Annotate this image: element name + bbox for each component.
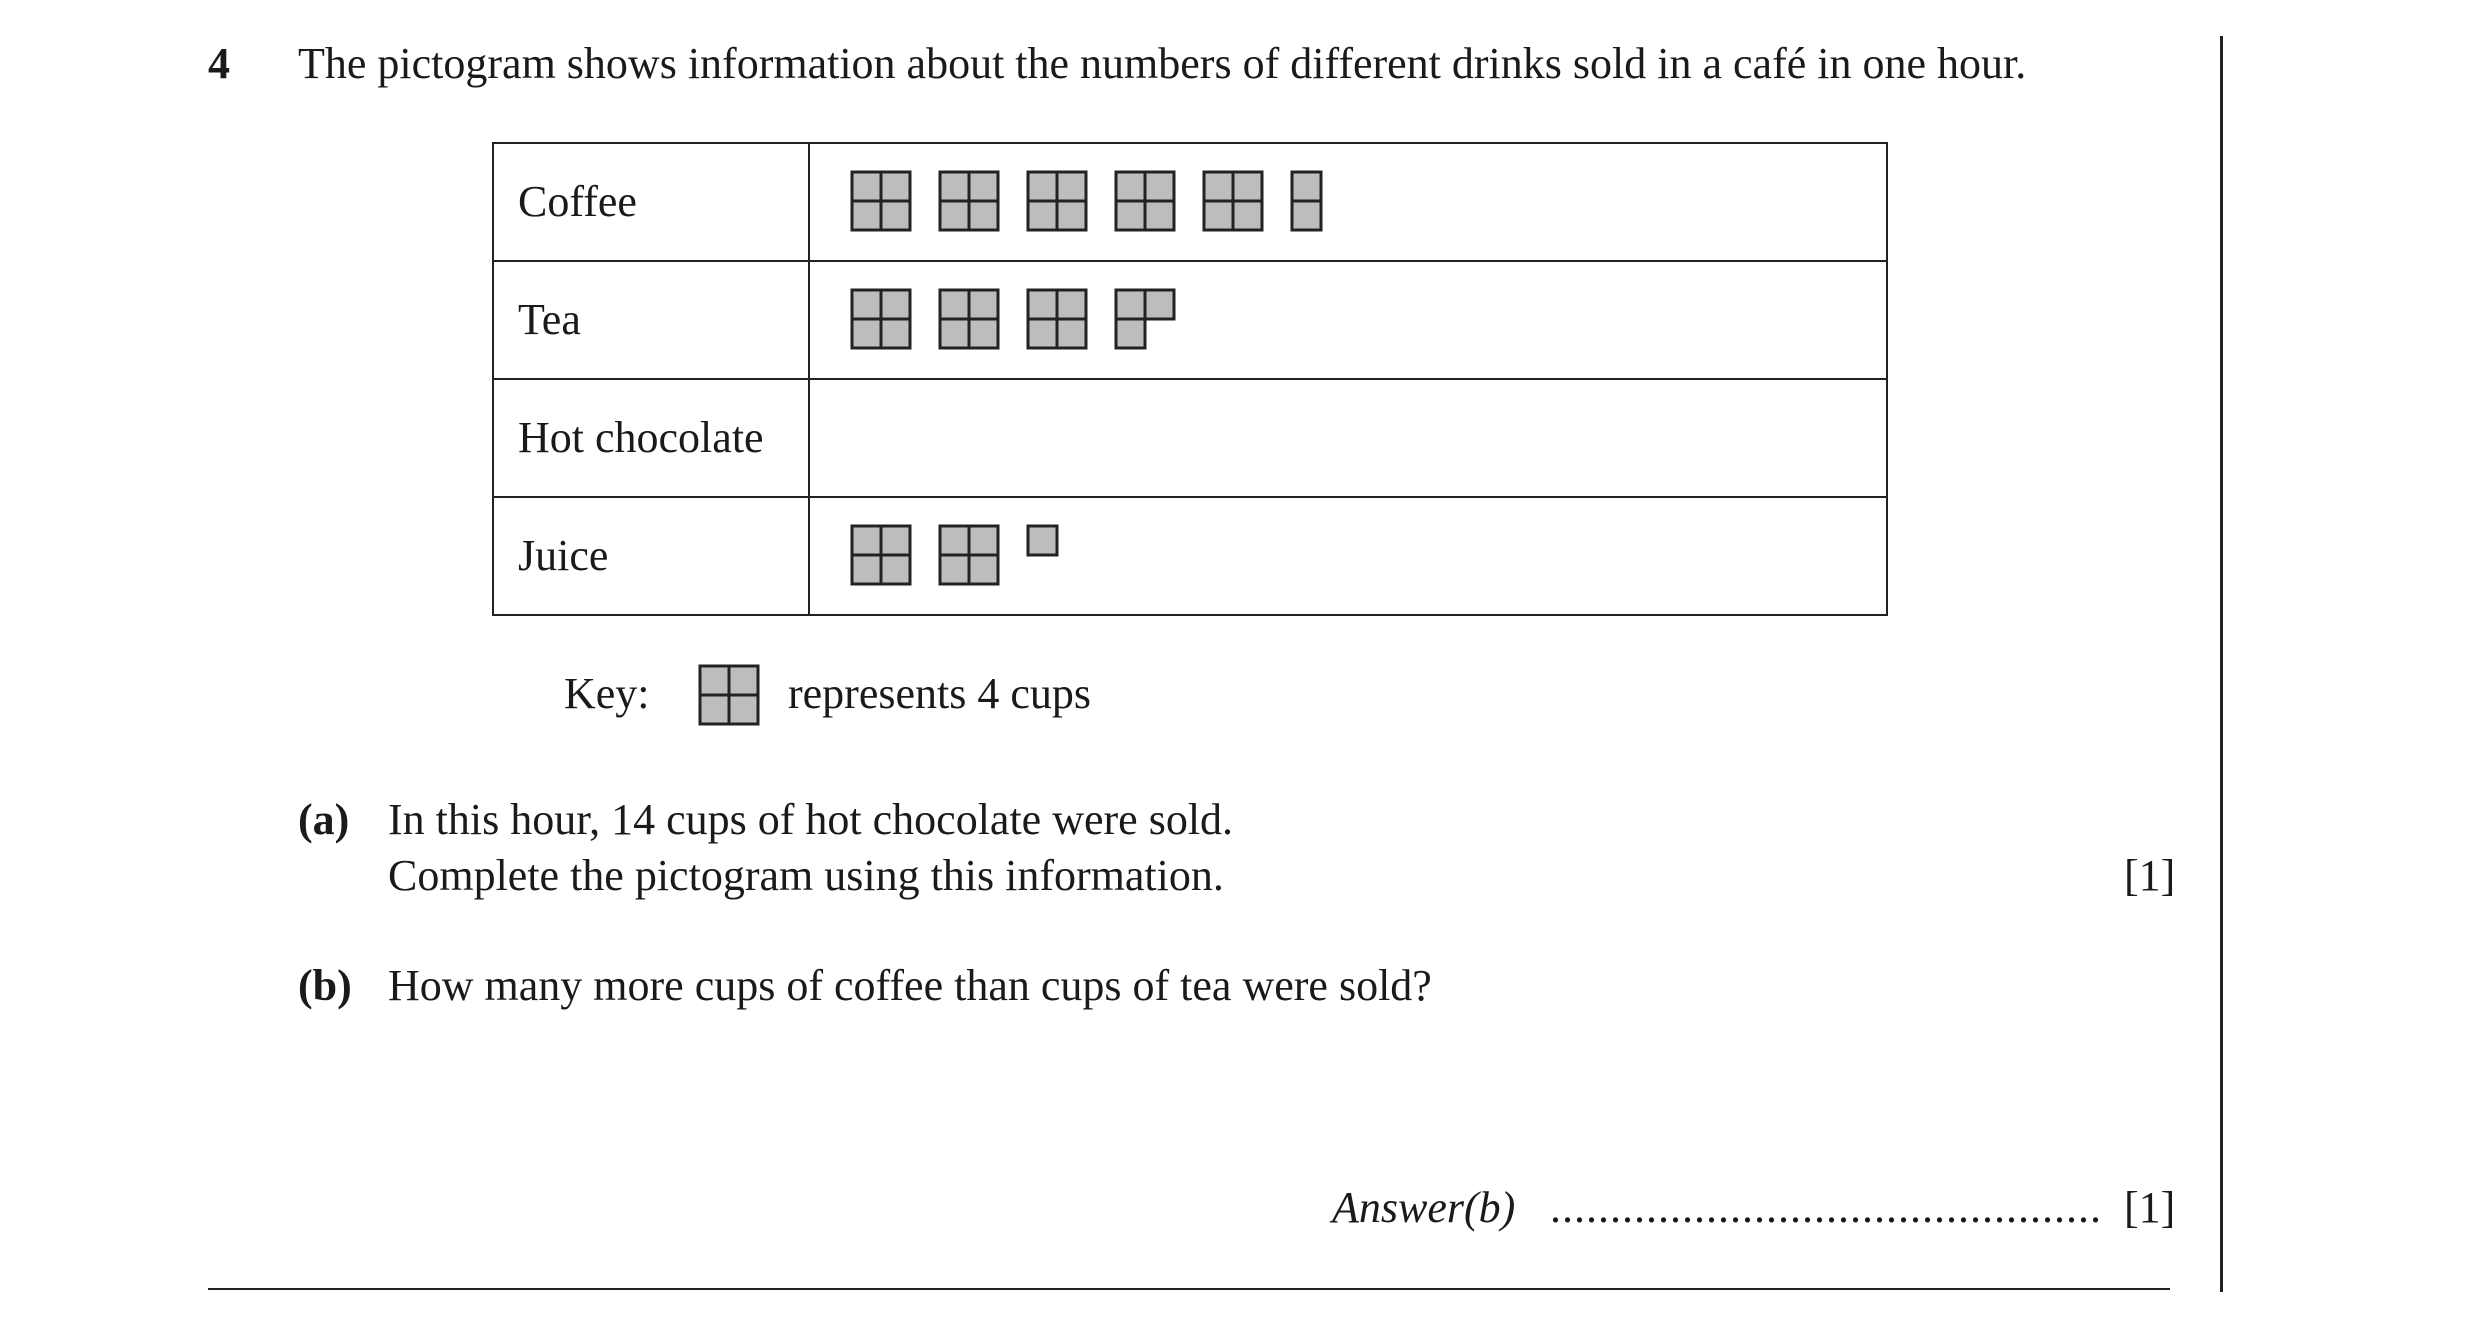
category-label: Hot chocolate bbox=[494, 380, 810, 496]
key-text: represents 4 cups bbox=[788, 669, 1092, 718]
category-label: Tea bbox=[494, 262, 810, 378]
cup-symbol-icon bbox=[940, 526, 998, 584]
cup-symbol-icon bbox=[940, 290, 998, 348]
cup-symbol-icon bbox=[1116, 290, 1174, 348]
symbol-area bbox=[810, 144, 1886, 260]
cup-symbol-quarter bbox=[1233, 201, 1262, 230]
cup-symbol-icon bbox=[852, 172, 910, 230]
cup-symbol-icon bbox=[1028, 172, 1086, 230]
key-label: Key: bbox=[564, 669, 650, 718]
cup-symbol-icon bbox=[1292, 172, 1321, 230]
cup-symbol-quarter bbox=[1204, 201, 1233, 230]
cup-symbol-quarter bbox=[1028, 290, 1057, 319]
cup-symbol-quarter bbox=[1204, 172, 1233, 201]
part-b-marks: [1] bbox=[2124, 1183, 2176, 1232]
cup-symbol-icon bbox=[852, 526, 910, 584]
cup-symbol-quarter bbox=[1057, 290, 1086, 319]
cup-symbol-quarter bbox=[852, 526, 881, 555]
part-a-line-2: Complete the pictogram using this information. bbox=[388, 851, 1224, 900]
cup-symbol-quarter bbox=[1116, 290, 1145, 319]
cup-symbol-quarter bbox=[881, 319, 910, 348]
symbol-area bbox=[810, 380, 1886, 496]
cup-symbol-quarter bbox=[881, 290, 910, 319]
cup-symbol-quarter bbox=[881, 526, 910, 555]
cup-symbol-quarter bbox=[852, 555, 881, 584]
cup-symbol-quarter bbox=[1057, 172, 1086, 201]
cup-symbol-quarter bbox=[1292, 201, 1321, 230]
cup-symbol-quarter bbox=[940, 290, 969, 319]
cup-symbol-quarter bbox=[940, 172, 969, 201]
category-label: Juice bbox=[494, 498, 810, 616]
cup-symbol-quarter bbox=[1145, 201, 1174, 230]
part-a-line-1: In this hour, 14 cups of hot chocolate were sold. bbox=[388, 795, 1234, 844]
symbol-cell[interactable] bbox=[810, 262, 1886, 378]
cup-symbol-quarter bbox=[881, 172, 910, 201]
cup-symbol-icon bbox=[1116, 172, 1174, 230]
cup-symbol-quarter bbox=[940, 201, 969, 230]
cup-symbol-quarter bbox=[969, 319, 998, 348]
cup-symbol-quarter bbox=[1057, 201, 1086, 230]
cup-symbol-quarter bbox=[969, 555, 998, 584]
cup-symbol-quarter bbox=[969, 290, 998, 319]
pictogram-row-tea bbox=[494, 262, 1886, 380]
question-intro: The pictogram shows information about the numbers of different drinks sold in a café in one hour. bbox=[298, 39, 2027, 88]
cup-symbol-quarter bbox=[940, 555, 969, 584]
cup-symbol-quarter bbox=[1028, 526, 1057, 555]
part-b-label: (b) bbox=[298, 961, 352, 1010]
margin-line bbox=[2220, 36, 2223, 1292]
cup-symbol-quarter bbox=[1233, 172, 1262, 201]
cup-symbol-quarter bbox=[969, 172, 998, 201]
cup-symbol-quarter bbox=[1028, 201, 1057, 230]
bottom-rule bbox=[208, 1288, 2170, 1290]
cup-symbol-icon bbox=[852, 290, 910, 348]
pictogram-row-juice bbox=[494, 498, 1886, 616]
cup-symbol-quarter bbox=[1028, 319, 1057, 348]
symbol-cell[interactable] bbox=[810, 498, 1886, 616]
key-symbol-icon bbox=[698, 664, 760, 726]
cup-symbol-quarter bbox=[1116, 319, 1145, 348]
symbol-area bbox=[810, 498, 1886, 614]
cup-symbol-quarter bbox=[1057, 319, 1086, 348]
cup-symbol-icon bbox=[1028, 290, 1086, 348]
cup-symbol-quarter bbox=[881, 555, 910, 584]
cup-symbol-quarter bbox=[1116, 172, 1145, 201]
part-b-question: How many more cups of coffee than cups of tea were sold? bbox=[388, 961, 1432, 1010]
cup-symbol-quarter bbox=[852, 290, 881, 319]
cup-symbol-icon bbox=[1204, 172, 1262, 230]
cup-symbol-icon bbox=[940, 172, 998, 230]
cup-symbol-quarter bbox=[1145, 172, 1174, 201]
part-a-marks: [1] bbox=[2124, 851, 2176, 900]
cup-symbol-quarter bbox=[1292, 172, 1321, 201]
symbol-cell[interactable] bbox=[810, 380, 1886, 496]
symbol-cell[interactable] bbox=[810, 144, 1886, 260]
question-number: 4 bbox=[208, 39, 230, 88]
cup-symbol-quarter bbox=[881, 201, 910, 230]
cup-symbol-quarter bbox=[1116, 201, 1145, 230]
answer-b-label: Answer(b) bbox=[1332, 1183, 1516, 1232]
cup-symbol-quarter bbox=[940, 526, 969, 555]
pictogram-table bbox=[492, 142, 1888, 616]
cup-symbol-quarter bbox=[969, 201, 998, 230]
pictogram-row-coffee bbox=[494, 144, 1886, 262]
pictogram-row-hot-chocolate bbox=[494, 380, 1886, 498]
cup-symbol-quarter bbox=[852, 172, 881, 201]
category-label: Coffee bbox=[494, 144, 810, 260]
symbol-area bbox=[810, 262, 1886, 378]
answer-b-input[interactable]: .............................................. bbox=[1550, 1183, 2102, 1232]
cup-symbol-quarter bbox=[852, 201, 881, 230]
cup-symbol-quarter bbox=[852, 319, 881, 348]
cup-symbol-quarter bbox=[969, 526, 998, 555]
part-a-label: (a) bbox=[298, 795, 350, 844]
cup-symbol-icon bbox=[1028, 526, 1057, 555]
cup-symbol-quarter bbox=[1145, 290, 1174, 319]
cup-symbol-quarter bbox=[940, 319, 969, 348]
cup-symbol-quarter bbox=[1028, 172, 1057, 201]
